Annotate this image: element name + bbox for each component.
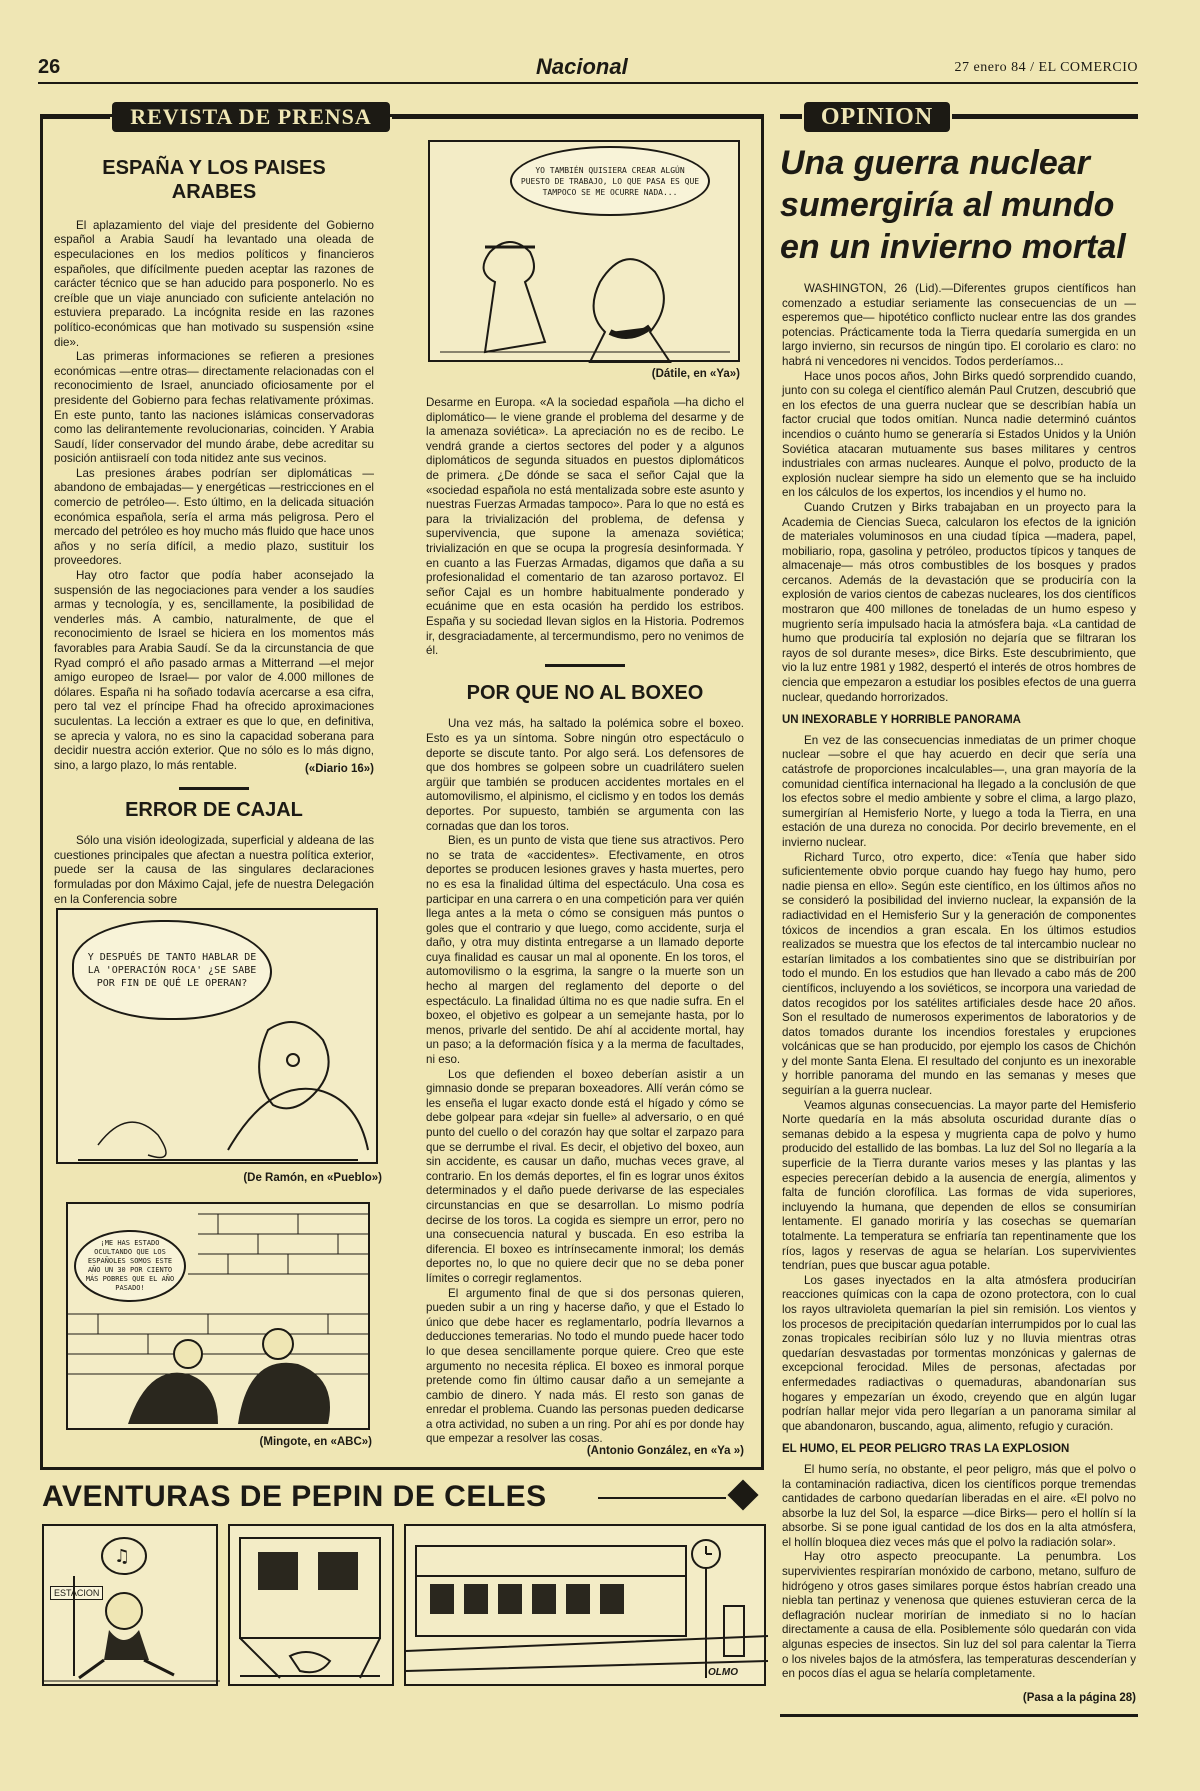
separator — [545, 664, 625, 667]
comic-title: AVENTURAS DE PEPIN DE CELES — [42, 1480, 547, 1513]
paragraph: Hay otro factor que podía haber aconsejado la suspensión de las negociaciones para vender a los saudíes armas y tecnología, y es, sencillamente, la posibilidad de venderles más. A cambio, naturalmente, de que el reconocimiento de Israel se hiciera en los momentos más favorables para Arabia Saudí. Se da la circunstancia de que Ryad compró el año pasado armas a Mitterrand —el mejor amigo europeo de Israel— por valor de 4.000 millones de dólares. España ni ha soñado todavía acercarse a esa cifra, pero tal vez el príncipe Fhad ha ofrecido aproximaciones suculentas. La lección a extraer es que lo que, en definitiva, se aprecia y valora, no es sino la capacidad soberana para decidir nuestra acción exterior. Que no sólo es lo más digno, sino, a largo plazo, lo más rentable. — [54, 569, 374, 772]
cartoon-datile — [428, 140, 740, 362]
article-boxeo-title: POR QUE NO AL BOXEO — [466, 682, 704, 704]
opinion-body — [782, 282, 1136, 1688]
speech-bubble: Y DESPUÉS DE TANTO HABLAR DE LA 'OPERACIÓN ROCA' ¿SE SABE POR FIN DE QUÉ LE OPERAN? — [72, 920, 272, 1020]
revista-right-column — [426, 396, 744, 1457]
opinion-title-line: sumergiría al mundo — [780, 186, 1115, 224]
revista-left-column — [54, 150, 374, 922]
cartoon-drawing — [430, 142, 742, 364]
article-cajal-continued — [426, 396, 744, 658]
revista-banner: REVISTA DE PRENSA — [112, 102, 390, 132]
paragraph: Veamos algunas consecuencias. La mayor parte del Hemisferio Norte quedaría en la más absoluta oscuridad durante días o semanas debido a la espesa y mugrienta capa de polvo y humo producido del estallido de las bombas. La luz del Sol no llegaría a la superficie de la Tierra durante varios meses y las plantas y las especies perecerían debido a la ausencia de energía, alimentos y falta de función clorofílica. Las formas de vida superiores, incluyendo la humana, que dependen de ellos se consumirían lentamente. El ganado moriría y las cosechas se quemarían totalmente. La temperatura se enfriaría tan repentinamente que los ríos, lagos y reservas de agua se helarían. Los supervivientes tendrían, pues que buscar agua potable. — [782, 1098, 1136, 1273]
cartoon-operacion-roca — [56, 908, 378, 1164]
subheading: UN INEXORABLE Y HORRIBLE PANORAMA — [782, 714, 1021, 727]
paragraph: Las presiones árabes podrían ser diplomáticas —abandono de embajadas— y energéticas —restricciones en el comercio de petróleo—. Esto último, en la delicada situación económica española, sería el arma más peligrosa. Pero el mercado del petróleo es hoy mucho más fluido que hace unos años y no sería difícil, a medio plazo, sustituir los proveedores. — [54, 466, 374, 568]
article-boxeo-credit: (Antonio González, en «Ya ») — [586, 1445, 744, 1458]
cartoon-operacion-roca-credit: (De Ramón, en «Pueblo») — [243, 1172, 382, 1184]
paragraph: Hay otro aspecto preocupante. La penumbra. Los supervivientes respirarían monóxido de carbono, metano, sulfuro de hidrógeno y otros gases similares porque éstos habrían creado una niebla tan pertinaz y venenosa que quienes estuvieran cerca de la deflagración nuclear morirían de inmediato si no lo hacían directamente a causa de ella. Posiblemente sólo quedarán con vida algunas especies de insectos. Sin luz del sol para calentar la Tierra o los niveles bajos de la atmósfera, las temperaturas descenderían y en pocos días el agua se helaría completamente. — [782, 1550, 1136, 1681]
paragraph: Las primeras informaciones se refieren a presiones económicas —entre otras— directamente relacionadas con el reconocimiento de Israel, anunciado oficiosamente por el presidente del Gobierno para fechas relativamente próximas. En este punto, tanto las naciones islámicas conservadoras como las delirantemente revolucionarias, coinciden. Y Arabia Saudí, líder conservador del mundo árabe, debe acreditar su posición antiisraelí con toda nitidez ante sus vecinos. — [54, 350, 374, 466]
paragraph: Los gases inyectados en la alta atmósfera producirían reacciones químicas con la capa de ozono protectora, con lo cual los rayos ultravioleta quemarían la piel sin remisión. Los vientos y los procesos de precipitación quedarían interrumpidos por lo cual las zonas tropicales recibirían sólo luz y no lluvia mientras otras quedarían desvastadas por tormentas monzónicas y galernas de excepcional ferocidad. Miles de personas, afectadas por enfermedades radiactivas o quemaduras, abandonarían sus hogares y empezarían un éxodo, creyendo que en algún lugar podrían hallar mejor vida pero llegarían a un panorama similar al que abandonaron, buscando, agua, alimento, refugio y curación. — [782, 1273, 1136, 1433]
station-sign: ESTACION — [50, 1586, 103, 1600]
paragraph: El aplazamiento del viaje del presidente del Gobierno español a Arabia Saudí ha levantado una oleada de especulaciones en los medios políticos y financieros españoles, que difícilmente pueden aceptar las razones de carácter técnico que se han aducido para posponerlo. No es creíble que un viaje anunciado con suficiente antelación no estuviera preparado. La incógnita reside en las razones político-económicas que han motivado su suspensión «sine die». — [54, 218, 374, 349]
cartoon-drawing — [68, 1204, 372, 1432]
article-espana-credit: («Diario 16») — [304, 762, 374, 775]
paragraph: En vez de las consecuencias inmediatas de un primer choque nuclear —sobre el que hay acuerdo en decir que sería una catástrofe de proporciones incalculables—, una gran mayoría de la comunidad científica internacional ha llegado a la conclusión de que los efectos sobre el medio ambiente y sobre el clima, a largo plazo, sumergirían al Hemisferio Norte, y luego a toda la Tierra, en una estación de una dureza no conocida. Por decirlo brevemente, en el invierno nuclear. — [782, 733, 1136, 849]
cartoon-mingote — [66, 1202, 370, 1430]
paragraph: Los que defienden el boxeo deberían asistir a un gimnasio donde se preparan boxeadores. Allí verán cómo se les enseña el lugar exacto donde está el hígado y cómo se debe golpear para «dejar sin fuelle» al adversario, o en qué punto del cuello o del corazón hay que soltar el zarpazo para que se derrumbe el rival. Es decir, el objetivo del boxeo, aun sin accidente, es causar un daño, muchas veces grave, al contrario. En los demás deportes, el fin es lograr unos éxitos determinados y el daño puede derivarse de las especiales circunstancias en que se desarrollan. Lo mismo podría decirse de los toros. La cogida es siempre un error, pero no una consecuencia natural y buscada. En eso estriba la diferencia. El boxeo es intrínsecamente inmoral; los demás deportes no, lo que no quiere decir que no se deba poner límites o corregir reglamentos. — [426, 1067, 744, 1285]
comic-drawing — [406, 1526, 768, 1688]
paragraph: Cuando Crutzen y Birks trabajaban en un proyecto para la Academia de Ciencias Sueca, calcularon los efectos de la ignición de materiales voluminosos en una ciudad típica —madera, papel, mobiliario, ropa, gasolina y petróleo, productos típicos y tanques de almacenaje— más otros combustibles de los bosques y prados cercanos. Además de la devastación que se produciría con la explosión de varios cientos de cabezas nucleares, los dos científicos mostraron que 400 millones de toneladas de un humo espeso y mugriento sería impulsado hacia la atmósfera baja. «La cantidad de humo que produciría tal explosión no dejaría que se filtraran los rayos de sol durante meses», dice Birks. Este descubrimiento, que vio la luz entre 1981 y 1982, despertó el interés de otros hombres de ciencia que empezaron a estudiar los posibles efectos de una guerra nuclear, quedando horrorizados. — [782, 500, 1136, 704]
opinion-title-line: Una guerra nuclear — [780, 144, 1090, 182]
comic-drawing — [230, 1526, 396, 1688]
paragraph: El argumento final de que si dos personas quieren, pueden subir a un ring y hacerse daño, y que el Estado lo único que debe hacer es reglamentarlo, podría llevarnos a deducciones temerarias. No todo el mundo puede hacer todo lo que desea sencillamente porque quiere. Creo que este argumento no necesita réplica. El boxeo es inmoral porque pretende como fin último causar daño a un semejante a cambio de dinero. Y nada más. El resto son ganas de enredar el problema. Cuando las personas pueden dedicarse a otra actividad, no suben a un ring. Por ahí es por donde hay que empezar a resolver las cosas. — [426, 1286, 744, 1446]
opinion-banner: OPINION — [804, 102, 950, 132]
cartoon-mingote-credit: (Mingote, en «ABC») — [259, 1436, 372, 1448]
revista-banner-rule-left — [40, 114, 110, 119]
paragraph: Una vez más, ha saltado la polémica sobre el boxeo. Esto es ya un síntoma. Sobre ningún otro espectáculo o deporte se discute tanto. Por algo será. Los defensores de que dos hombres se golpeen sobre un cuadrilátero suelen argüir que también se producen accidentes mortales en el automovilismo, el alpinismo, el ciclismo y en todos los demás deportes. Por supuesto, también se argumenta con las cornadas que dan los toros. — [426, 717, 744, 833]
cartoon-drawing — [58, 910, 380, 1166]
paragraph: Desarme en Europa. «A la sociedad española —ha dicho el diplomático— le viene grande el problema del desarme y de la amenaza soviética». La apreciación no es de recibo. Le vendrá grande a ciertos sectores del poder y a algunos diplomáticos de segunda situados en puestos diplomáticos de primera. ¿De dónde se saca el señor Cajal que la «sociedad española no está mentalizada sobre este asunto y nuestras Fuerzas Armadas tampoco». Para lo que no está es para la trivialización del problema, de defensa y supervivencia, que supone la amenaza soviética; trivialización en que se ocupa la progresía desinformada. Y en cuanto a las Fuerzas Armadas, digamos que daña a su profesionalidad el comentario de tan azaroso portavoz. El señor Cajal es un hombre habitualmente ponderado y ecuánime que en esta ocasión ha perdido los estribos. España y su sociedad llevan siglos en la Historia. Podremos ir, desgraciadamente, al tercermundismo, pero no venimos de él. — [426, 396, 744, 658]
opinion-title-line: en un invierno mortal — [780, 228, 1126, 266]
header-rule — [38, 82, 1138, 84]
paragraph: Bien, es un punto de vista que tiene sus atractivos. Pero no se trata de «accidentes». Efectivamente, en otros deportes se producen lesiones graves y hasta muertes, pero no es esa la finalidad última del espectáculo. Una cosa es participar en una carrera o en una competición para ver quién llega antes a la meta o cómo se consiguen más puntos o goles que el contrario y que luego, como accidente, surja el daño, y otra muy distinta entregarse a un llamado deporte cuya finalidad es causar un mal al oponente. En los toros, el automovilismo o la esgrima, la sangre o la muerte son un hecho al margen del reglamento del deporte o del espectáculo. La finalidad última no es que nadie sufra. En el boxeo, el objetivo es golpear a un semejante hasta, por lo menos, privarle del sentido. De ahí al accidente mortal, hay un paso; a la deformación física y a la merma de facultades, ni eso. — [426, 834, 744, 1067]
speech-bubble: ¡ME HAS ESTADO OCULTANDO QUE LOS ESPAÑOLES SOMOS ESTE AÑO UN 30 POR CIENTO MÁS POBRES QUE EL AÑO PASADO! — [74, 1230, 186, 1302]
opinion-bottom-rule — [780, 1714, 1138, 1717]
subheading: EL HUMO, EL PEOR PELIGRO TRAS LA EXPLOSION — [782, 1443, 1070, 1456]
opinion-banner-rule-left — [780, 114, 802, 119]
opinion-title — [780, 142, 1140, 268]
comic-author: OLMO — [708, 1667, 738, 1678]
speech-bubble: YO TAMBIÉN QUISIERA CREAR ALGÚN PUESTO DE TRABAJO, LO QUE PASA ES QUE TAMPOCO SE ME OCURRE NADA... — [510, 146, 710, 216]
paragraph: Richard Turco, otro experto, dice: «Tenía que haber sido suficientemente obvio porque cuando hay fuego hay humo, pero nadie piensa en ello». Según este científico, en los últimos años no se consideró la posibilidad del invierno nuclear, la expansión de la radiactividad en el Hemisferio Sur y la generación de componentes tóxicos de incendios a gran escala. En los últimos estudios realizados se muestra que los efectos de tal intercambio nuclear no estarían limitados a los combatientes sino que se distribuirían por todo el mundo. En los estudios que han llevado a cabo más de 200 científicos, incluyendo a los soviéticos, se incorpora una variedad de datos recogidos por los satélites artificiales desde hace 20 años. Son el resultado de numerosos experimentos de laboratorios y de datos tomados durante los incendios forestales y erupciones volcánicas que se han producido, por ejemplo los casos de Chichón y del monte Santa Elena. El resultado del conjunto es un inexorable y horrible panorama del mundo en las semanas y meses que seguirían a la guerra nuclear. — [782, 850, 1136, 1098]
separator — [179, 787, 249, 790]
paragraph: El humo sería, no obstante, el peor peligro, más que el polvo o la contaminación radiactiva, dicen los científicos porque tremendas cantidades de carbono quedarían liberadas en el aire. «El polvo no absorbe la luz del Sol, la esparce —dice Birks— pero el hollín sí la absorbe. Si se pone igual cantidad de los dos en la alta atmósfera, el hollín bloquea diez veces más que el polvo la radiación solar». — [782, 1462, 1136, 1549]
paragraph: Sólo una visión ideologizada, superficial y aldeana de las cuestiones principales que afectan a nuestra política exterior, puede ser la causa de las singulares declaraciones formuladas por don Máximo Cajal, jefe de nuestra Delegación en la Conferencia sobre — [54, 834, 374, 906]
revista-banner-rule-right — [392, 114, 764, 119]
diamond-icon — [727, 1479, 758, 1510]
page-number: 26 — [38, 56, 61, 78]
comic-title-rule — [598, 1497, 726, 1499]
comic-panel-3 — [404, 1524, 766, 1686]
comic-panel-1 — [42, 1524, 218, 1686]
cartoon-datile-credit: (Dátile, en «Ya») — [651, 368, 740, 380]
dateline: 27 enero 84 / EL COMERCIO — [954, 60, 1138, 75]
comic-panel-2 — [228, 1524, 394, 1686]
article-espana-title: ESPAÑA Y LOS PAISES ARABES — [102, 157, 326, 204]
paragraph: Hace unos pocos años, John Birks quedó sorprendido cuando, junto con su colega el científico alemán Paul Crutzen, descubrió que en los efectos de una guerra nuclear que se describían había un factor crucial que todos omitían. Nunca nadie determinó cuántos incendios o cuánto humo se generaría si Estados Unidos y la Unión Soviética atacaran mutuamente sus bases militares y centros industriales con armas nucleares. Aunque el polvo, producto de la explosión nuclear siempre ha sido un elemento que se ha incluido en los cálculos de los expertos, los incendios y el humo no. — [782, 369, 1136, 500]
article-boxeo-body — [426, 717, 744, 1446]
paragraph: WASHINGTON, 26 (Lid).—Diferentes grupos científicos han comenzado a estudiar seriamente las consecuencias de un —esperemos que— hipotético conflicto nuclear entre las dos grandes potencias. Prácticamente toda la Tierra quedaría sumergida en un largo invierno, sin recursos de ningún tipo. El corolario es claro: no habrá ni vencedores ni vencidos. Todos perderíamos... — [782, 282, 1136, 368]
opinion-banner-rule-right — [952, 114, 1138, 119]
svg-text:♫: ♫ — [114, 1546, 131, 1567]
article-cajal-title: ERROR DE CAJAL — [125, 798, 303, 821]
section-name: Nacional — [536, 54, 628, 79]
opinion-continue: (Pasa a la página 28) — [1022, 1692, 1136, 1704]
comic-drawing — [44, 1526, 220, 1688]
